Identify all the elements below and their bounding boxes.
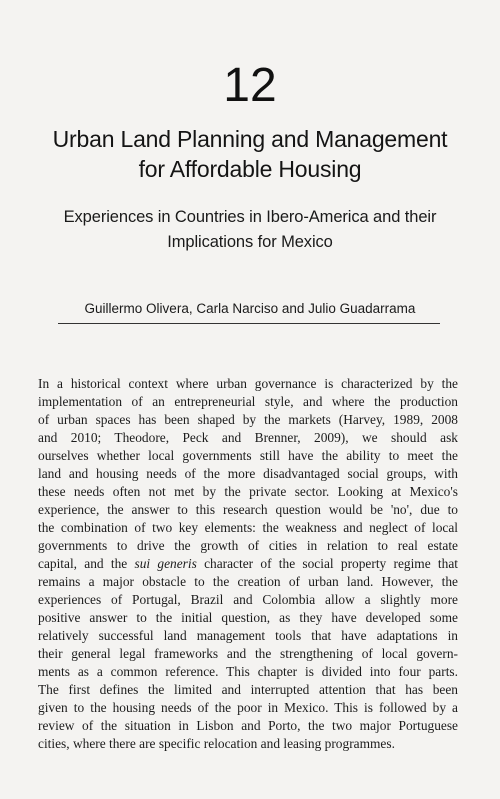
body-line: relatively successful land management tools that have adaptations in bbox=[38, 628, 458, 643]
body-line: The first defines the limited and interrupted attention that has been bbox=[38, 682, 458, 697]
body-line: review of the situation in Lisbon and Porto, the two major Portuguese bbox=[38, 718, 458, 733]
body-line-segment: character of the social property regime that bbox=[196, 556, 458, 571]
body-line: these needs often not met by the private sector. Looking at Mexico's bbox=[38, 484, 458, 499]
chapter-authors: Guillermo Olivera, Carla Narciso and Julio Guadarrama bbox=[84, 301, 416, 316]
body-line: experience, the answer to this research question would be 'no', due to bbox=[38, 502, 458, 517]
chapter-subtitle bbox=[40, 205, 460, 255]
chapter-title-line-1: Urban Land Planning and Management bbox=[52, 126, 448, 152]
body-line: the combination of two key elements: the weakness and neglect of local bbox=[38, 520, 458, 535]
body-line: of urban spaces has been shaped by the markets (Harvey, 1989, 2008 bbox=[38, 412, 458, 427]
body-line: ments as a common reference. This chapter is divided into four parts. bbox=[38, 664, 458, 679]
chapter-number: 12 bbox=[223, 59, 277, 112]
body-line: land and housing needs of the more disadvantaged social groups, with bbox=[38, 466, 458, 481]
body-line: ourselves whether local governments still have the ability to meet the bbox=[38, 448, 458, 463]
body-line-with-italic bbox=[38, 555, 458, 573]
body-line: their general legal frameworks and the strengthening of local govern- bbox=[38, 646, 458, 661]
italic-term: sui generis bbox=[134, 556, 197, 571]
body-line-segment: capital, and the bbox=[38, 556, 135, 571]
body-line: implementation of an entrepreneurial style, and where the production bbox=[38, 394, 458, 409]
body-line: and 2010; Theodore, Peck and Brenner, 2009), we should ask bbox=[38, 430, 458, 445]
body-line: cities, where there are specific relocation and leasing programmes. bbox=[38, 736, 395, 751]
chapter-subtitle-line-1: Experiences in Countries in Ibero-America and their bbox=[63, 208, 437, 226]
chapter-subtitle-line-2: Implications for Mexico bbox=[167, 233, 333, 251]
body-paragraph bbox=[38, 375, 458, 753]
authors-underline bbox=[58, 323, 440, 324]
body-line: experiences of Portugal, Brazil and Colombia allow a slightly more bbox=[38, 592, 458, 607]
chapter-title bbox=[40, 124, 460, 184]
chapter-title-line-2: for Affordable Housing bbox=[138, 156, 362, 182]
body-line: remains a major obstacle to the creation of urban land. However, the bbox=[38, 574, 458, 589]
body-line: given to the housing needs of the poor in Mexico. This is followed by a bbox=[38, 700, 458, 715]
body-line: In a historical context where urban governance is characterized by the bbox=[38, 376, 458, 391]
body-line: positive answer to the initial question, as they have developed some bbox=[38, 610, 458, 625]
body-line: governments to drive the growth of cities in relation to real estate bbox=[38, 538, 458, 553]
